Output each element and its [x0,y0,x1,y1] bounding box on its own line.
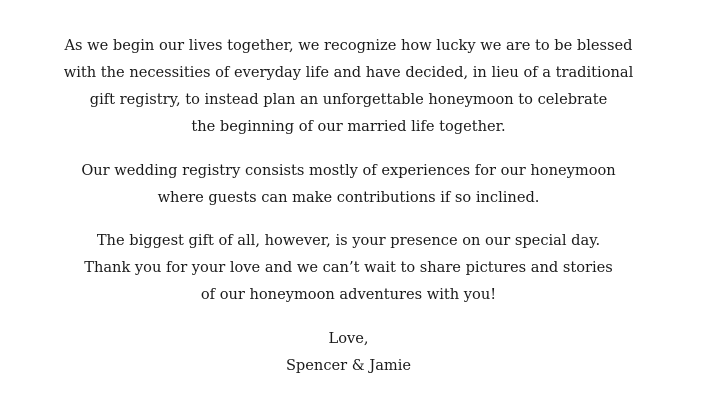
text-line: where guests can make contributions if so inclined. [157,189,540,206]
signature: Spencer & Jamie [285,357,412,374]
text-line: of our honeymoon adventures with you! [200,286,497,303]
text-line: with the necessities of everyday life and have decided, in lieu of a traditional [63,64,634,81]
intro-paragraph [0,32,697,140]
sign-off [0,325,697,379]
closing: Love, [328,330,369,347]
thanks-paragraph [0,227,697,308]
text-line: Our wedding registry consists mostly of experiences for our honeymoon [81,162,616,179]
text-line: The biggest gift of all, however, is your presence on our special day. [96,232,601,249]
text-line: As we begin our lives together, we recognize how lucky we are to be blessed [64,37,633,54]
text-line: Thank you for your love and we can’t wait to share pictures and stories [84,259,613,276]
text-line: the beginning of our married life together. [191,118,506,135]
text-line: gift registry, to instead plan an unforgettable honeymoon to celebrate [89,91,608,108]
registry-paragraph [0,157,697,211]
